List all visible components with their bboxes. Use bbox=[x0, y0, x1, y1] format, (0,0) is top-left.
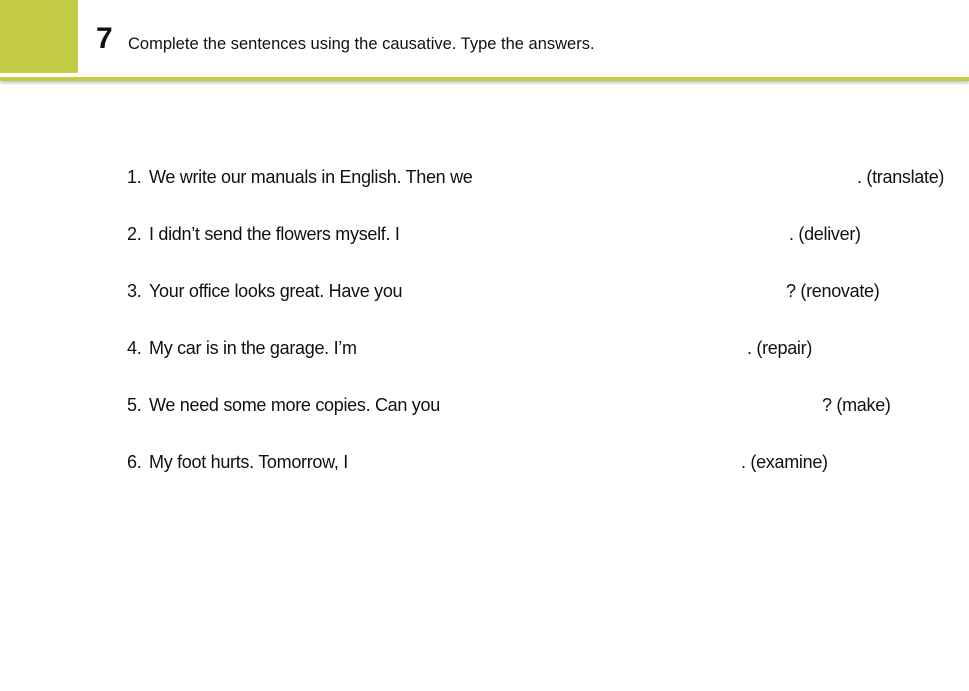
sentence-ending: . (repair) bbox=[747, 338, 813, 358]
sentence-text: We need some more copies. Can you bbox=[149, 395, 440, 415]
sentence-text: My car is in the garage. I’m bbox=[149, 338, 357, 358]
answer-input-5[interactable] bbox=[434, 393, 820, 417]
answer-input-6[interactable] bbox=[353, 450, 739, 474]
sentence-row-1 bbox=[127, 165, 957, 189]
answer-input-1[interactable] bbox=[469, 165, 855, 189]
exercise-header bbox=[0, 0, 969, 84]
sentence-number: 4. bbox=[127, 338, 142, 358]
sentence-number: 5. bbox=[127, 395, 142, 415]
sentence-text: We write our manuals in English. Then we bbox=[149, 167, 473, 187]
sentence-number: 2. bbox=[127, 224, 142, 244]
sentence-number: 3. bbox=[127, 281, 142, 301]
sentence-row-3 bbox=[127, 279, 927, 303]
sentence-row-2 bbox=[127, 222, 927, 246]
answer-input-4[interactable] bbox=[359, 336, 745, 360]
sentence-row-4 bbox=[127, 336, 927, 360]
exercise-number: 7 bbox=[96, 22, 113, 55]
sentence-ending: ? (make) bbox=[822, 395, 891, 415]
answer-input-2[interactable] bbox=[403, 222, 787, 246]
sentence-row-6 bbox=[127, 450, 927, 474]
sentence-text: Your office looks great. Have you bbox=[149, 281, 403, 301]
sentence-ending: . (deliver) bbox=[789, 224, 861, 244]
sentence-text: I didn’t send the flowers myself. I bbox=[149, 224, 400, 244]
sentence-number: 1. bbox=[127, 167, 142, 187]
sentence-ending: . (translate) bbox=[857, 167, 945, 187]
sentence-ending: ? (renovate) bbox=[786, 281, 880, 301]
header-divider bbox=[0, 77, 969, 81]
accent-block bbox=[0, 0, 78, 73]
answer-input-3[interactable] bbox=[399, 279, 784, 303]
sentence-text: My foot hurts. Tomorrow, I bbox=[149, 452, 348, 472]
sentence-number: 6. bbox=[127, 452, 142, 472]
sentence-row-5 bbox=[127, 393, 927, 417]
sentence-ending: . (examine) bbox=[741, 452, 828, 472]
exercise-instructions: Complete the sentences using the causative. Type the answers. bbox=[128, 35, 595, 53]
